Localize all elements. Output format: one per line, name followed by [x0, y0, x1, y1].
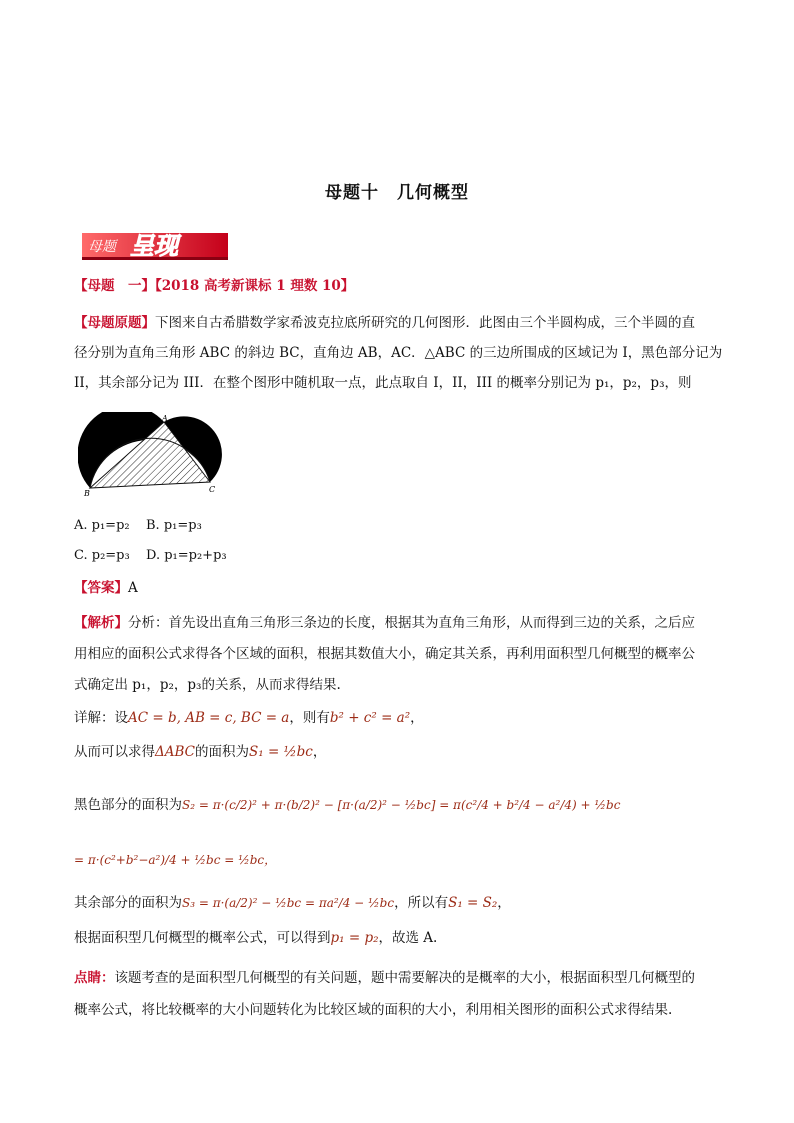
option-b: B. p₁=p₃ — [146, 518, 202, 533]
final-prefix: 根据面积型几何概型的概率公式，可以得到 — [74, 930, 331, 946]
answer-line — [74, 573, 724, 603]
source-line — [74, 273, 724, 299]
final-math: p₁ = p₂ — [330, 930, 379, 946]
analysis-line-2: 用相应的面积公式求得各个区域的面积，根据其数值大小，确定其关系，再利用面积型几何概型的概率公 — [74, 646, 695, 662]
area1-mid: 的面积为 — [195, 744, 249, 760]
problem-line-1: 下图来自古希腊数学家希波克拉底所研究的几何图形．此图由三个半圆构成，三个半圆的直 — [155, 315, 695, 331]
remark-line-1: 该题考查的是面积型几何概型的有关问题，题中需要解决的是概率的大小，根据面积型几何概型的 — [114, 970, 695, 986]
vertex-label-c: C — [209, 485, 216, 494]
area3-eq: S₃ = π·(a/2)² − ½bc = πa²/4 − ½bc — [182, 896, 395, 910]
area1-line — [74, 737, 724, 767]
problem-text — [74, 308, 724, 398]
area3-conc: S₁ = S₂ — [448, 895, 498, 911]
area2-eq-1: S₂ = π·(c/2)² + π·(b/2)² − [π·(a/2)² − ½bc] = π(c²/4 + b²/4 − a²/4) + ½bc — [182, 798, 621, 812]
area1-math: ΔABC — [155, 744, 195, 760]
detail-mid: ，则有 — [289, 710, 330, 726]
detail-prefix: 详解：设 — [74, 710, 128, 726]
option-c: C. p₂=p₃ — [74, 548, 130, 563]
banner-left-text: 母题 — [88, 239, 116, 255]
hippocrates-lunes-figure — [78, 412, 228, 500]
analysis-line-3: 式确定出 p₁，p₂，p₃的关系，从而求得结果. — [74, 677, 341, 693]
banner-logo — [82, 230, 228, 260]
answer-tag: 【答案】 — [74, 580, 128, 596]
remark-line-2: 概率公式，将比较概率的大小问题转化为比较区域的面积的大小，利用相关图形的面积公式求得结果. — [74, 1002, 673, 1018]
option-a: A. p₁=p₂ — [74, 518, 130, 533]
vertex-label-b: B — [84, 489, 90, 498]
detail-math: AC = b, AB = c, BC = a — [128, 710, 290, 726]
problem-number-tag: 【母题 一】 — [74, 278, 155, 294]
answer-value: A — [128, 580, 138, 596]
detail-end: ， — [410, 710, 424, 726]
area2-prefix: 黑色部分的面积为 — [74, 797, 182, 813]
detail-line — [74, 703, 724, 733]
area3-mid: ，所以有 — [394, 895, 449, 911]
analysis-block — [74, 608, 724, 701]
banner-right-text: 呈现 — [130, 232, 178, 260]
area3-prefix: 其余部分的面积为 — [74, 895, 182, 911]
area1-prefix: 从而可以求得 — [74, 744, 155, 760]
area1-eq: S₁ = ½bc — [249, 744, 313, 760]
page-title: 母题十 几何概型 — [325, 183, 469, 203]
problem-line-2: 径分别为直角三角形 ABC 的斜边 BC，直角边 AB，AC．△ABC 的三边所围成的区域记为 I，黑色部分记为 — [74, 345, 723, 361]
analysis-tag: 【解析】 — [74, 615, 128, 631]
remark-block — [74, 962, 724, 1026]
options-block — [74, 511, 474, 571]
analysis-line-1: 分析：首先设出直角三角形三条边的长度，根据其为直角三角形，从而得到三边的关系，之后应 — [128, 615, 695, 631]
problem-tag: 【母题原题】 — [74, 315, 155, 331]
final-line — [74, 923, 724, 953]
area3-end: ， — [497, 895, 511, 911]
area2-line — [74, 790, 724, 820]
remark-tag: 点睛： — [74, 970, 115, 986]
problem-line-3: II，其余部分记为 III．在整个图形中随机取一点，此点取自 I，II，III 的概率分别记为 p₁，p₂，p₃，则 — [74, 375, 692, 391]
area1-end: ， — [312, 744, 327, 760]
area2-eq-2: = π·(c²+b²−a²)/4 + ½bc = ½bc， — [74, 853, 277, 867]
final-end: ，故选 A. — [378, 930, 438, 946]
detail-math-2: b² + c² = a² — [329, 710, 411, 726]
area3-line — [74, 888, 724, 918]
vertex-label-a: A — [162, 414, 168, 423]
problem-source: 【2018 高考新课标 1 理数 10】 — [155, 278, 355, 294]
option-d: D. p₁=p₂+p₃ — [146, 548, 227, 563]
area2-line-2 — [74, 845, 724, 875]
